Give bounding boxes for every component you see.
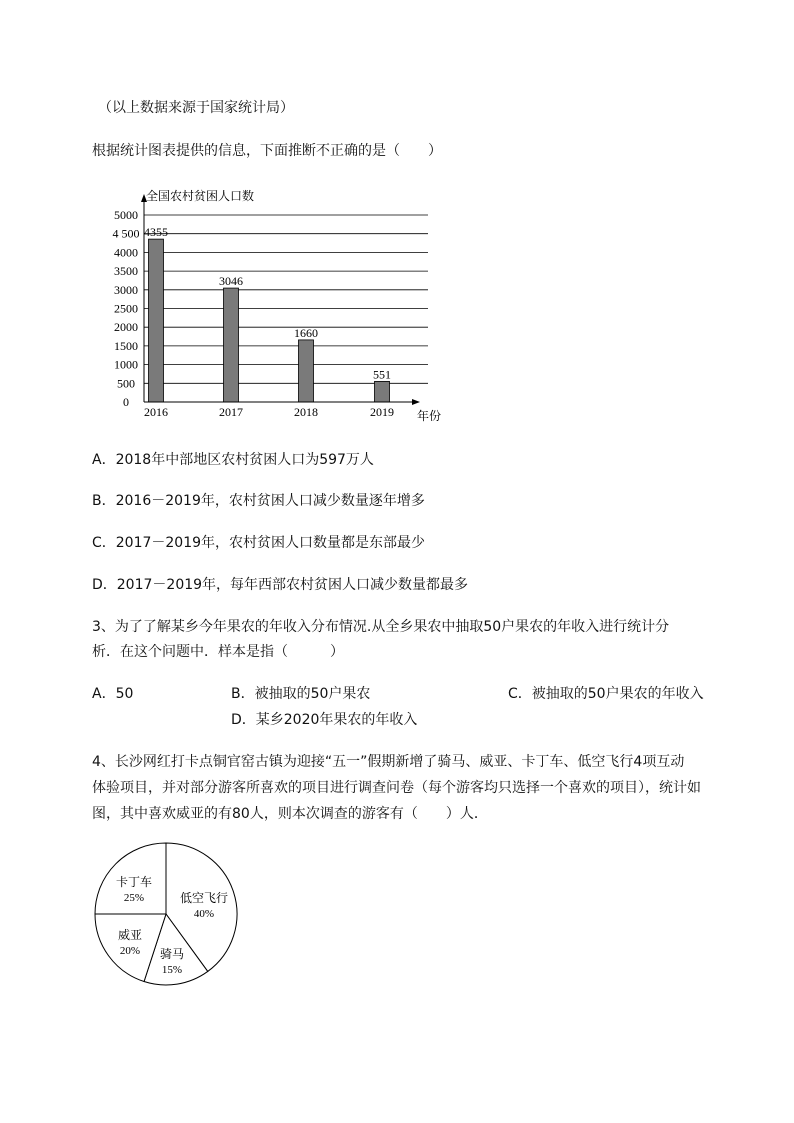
poverty-bar-chart — [88, 180, 448, 430]
source-note: （以上数据来源于国家统计局） — [98, 100, 294, 116]
pie-slice-label: 低空飞行 — [179, 891, 229, 905]
q2-option-a: A．2018年中部地区农村贫困人口为597万人 — [92, 452, 374, 468]
x-axis-title: 年份 — [417, 409, 442, 423]
bar-value-label: 551 — [373, 367, 391, 382]
bar — [149, 239, 164, 402]
y-tick-label: 3000 — [114, 282, 138, 297]
bar — [299, 340, 314, 402]
y-tick-label: 2500 — [114, 301, 138, 316]
q3-option-c: C．被抽取的50户果农的年收入 — [508, 686, 704, 702]
y-tick-label: 4000 — [114, 245, 138, 260]
pie-slice-percent: 20% — [119, 945, 141, 957]
y-tick-label: 500 — [117, 376, 135, 391]
q3-option-b: B．被抽取的50户果农 — [231, 686, 371, 702]
pie-slice-percent: 25% — [123, 892, 145, 904]
y-tick-label: 0 — [123, 395, 129, 409]
pie-slice-label: 威亚 — [117, 928, 143, 942]
x-tick-label: 2018 — [294, 405, 318, 419]
bar-value-label: 3046 — [219, 274, 243, 289]
question-3-line-2: 析．在这个问题中．样本是指（ ） — [92, 644, 344, 660]
bar — [224, 288, 239, 402]
q2-option-b: B．2016－2019年，农村贫困人口减少数量逐年增多 — [92, 493, 425, 509]
q2-option-c: C．2017－2019年，农村贫困人口数量都是东部最少 — [92, 535, 426, 551]
question-4-line-2: 体验项目，并对部分游客所喜欢的项目进行调查问卷（每个游客均只选择一个喜欢的项目），统计如 — [92, 780, 701, 796]
y-tick-label: 2000 — [114, 320, 138, 335]
q3-option-d: D．某乡2020年果农的年收入 — [231, 712, 418, 728]
survey-pie-chart — [90, 842, 250, 992]
q3-option-a: A．50 — [92, 686, 134, 702]
bar-value-label: 4355 — [144, 225, 168, 240]
bar-value-label: 1660 — [294, 325, 318, 340]
y-tick-label: 1500 — [114, 338, 138, 353]
q2-option-d: D．2017－2019年，每年西部农村贫困人口减少数量都最多 — [92, 577, 469, 593]
x-tick-label: 2019 — [370, 405, 394, 419]
pie-slice-label: 卡丁车 — [115, 875, 153, 889]
pie-slice-label: 骑马 — [159, 947, 185, 961]
question-4-line-1: 4、长沙网红打卡点铜官窑古镇为迎接“五一”假期新增了骑马、威亚、卡丁车、低空飞行4项互动 — [92, 754, 685, 770]
x-tick-label: 2016 — [144, 405, 168, 419]
question-4-line-3: 图，其中喜欢威亚的有80人，则本次调查的游客有（ ）人． — [92, 806, 488, 822]
question-2-stem: 根据统计图表提供的信息，下面推断不正确的是（ ） — [92, 143, 442, 159]
y-tick-label: 4 500 — [112, 226, 140, 241]
y-tick-label: 5000 — [114, 208, 138, 222]
x-tick-label: 2017 — [219, 405, 243, 419]
pie-slice-percent: 15% — [161, 964, 183, 976]
question-3-line-1: 3、为了了解某乡今年果农的年收入分布情况.从全乡果农中抽取50户果农的年收入进行统计分 — [92, 619, 670, 635]
y-axis-title: 全国农村贫困人口数 — [146, 189, 255, 203]
bar — [375, 381, 390, 402]
pie-slice-percent: 40% — [193, 908, 215, 920]
x-axis-arrow — [412, 399, 420, 405]
y-tick-label: 3500 — [114, 264, 138, 279]
y-tick-label: 1000 — [114, 357, 138, 372]
